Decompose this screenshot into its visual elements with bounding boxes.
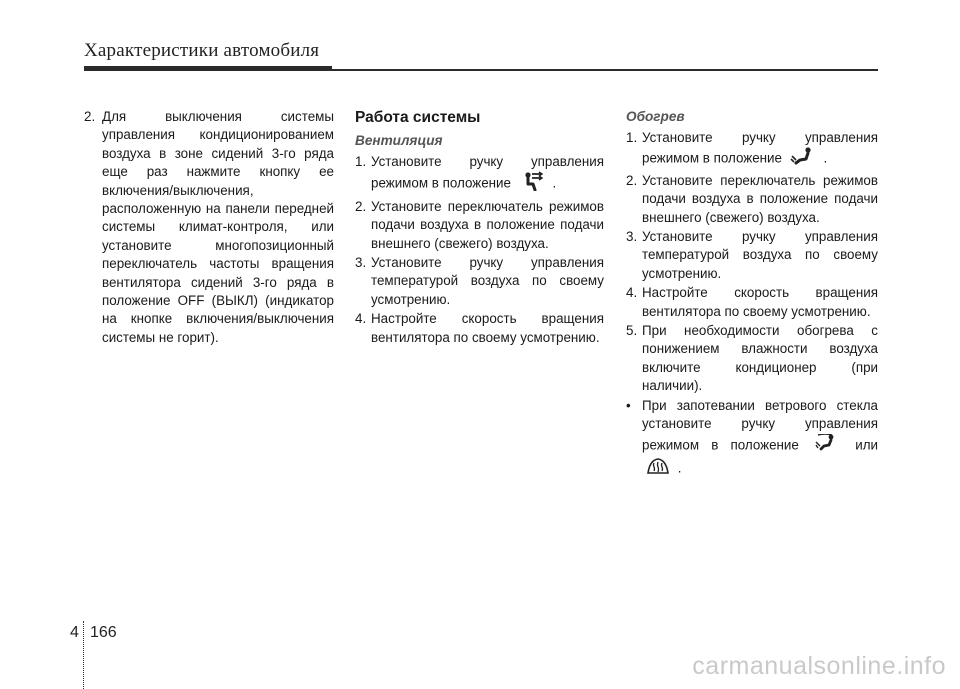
list-item-text: При необходимости обогрева с понижением влажности воздуха включите кондиционер (при наличии).: [642, 323, 878, 394]
subsection-title-heating: Обогрев: [626, 109, 685, 124]
list-item: [626, 172, 878, 227]
bullet-mark: •: [626, 397, 631, 413]
list-item: [355, 254, 604, 309]
page-header-title: Характеристики автомобиля: [84, 40, 320, 61]
defrost-icon: [646, 457, 670, 480]
subsection-title-ventilation: Вентиляция: [355, 133, 443, 148]
list-item-number: 4.: [626, 285, 638, 301]
column-middle: [355, 108, 604, 348]
bullet-item: [626, 397, 878, 481]
bullet-text: При запотевании ветрового стекла установите ручку управления режимом в положение: [642, 397, 878, 452]
list-item-number: 2.: [84, 109, 96, 124]
list-item-text: Установите переключатель режимов подачи воздуха в положение подачи внешнего (свежего) воздуха.: [642, 172, 878, 225]
list-item-text-end: .: [552, 175, 557, 191]
list-item-text: Установите ручку управления режимом в положение: [371, 154, 604, 191]
bullet-text-or: или: [855, 436, 878, 452]
floor-defrost-icon: [815, 434, 839, 457]
column-left: [82, 108, 334, 348]
list-item-number: 1.: [626, 130, 638, 145]
chapter-number: 4: [70, 624, 79, 641]
list-item-text: Настройте скорость вращения вентилятора по своему усмотрению.: [371, 311, 604, 345]
list-item: [626, 228, 878, 283]
list-item-text: Установите ручку управления температурой воздуха по своему усмотрению.: [371, 255, 604, 307]
floor-vent-icon: [790, 147, 816, 170]
list-item-text-end: .: [823, 150, 828, 166]
list-item-number: 1.: [355, 154, 367, 169]
list-item-number: 5.: [626, 323, 638, 339]
list-item: [355, 153, 604, 197]
watermark-text: carmanualsonline.info: [692, 652, 946, 680]
list-item-text: Установите переключатель режимов подачи воздуха в положение подачи внешнего (свежего) воздуха.: [371, 198, 604, 251]
list-item-number: 3.: [355, 255, 367, 271]
page-number: 166: [90, 624, 117, 641]
list-item-number: 2.: [626, 172, 638, 188]
list-item: [626, 322, 878, 396]
header-rule-thick: [84, 66, 332, 71]
list-item: [626, 284, 878, 321]
list-item-number: 3.: [626, 229, 638, 245]
footer-divider: [83, 621, 84, 689]
list-item: [355, 198, 604, 253]
list-item-number: 2.: [355, 198, 367, 214]
face-vent-icon: [519, 171, 545, 196]
header-rule-thin: [332, 69, 878, 71]
list-item-text: Настройте скорость вращения вентилятора по своему усмотрению.: [642, 285, 878, 319]
section-title: Работа системы: [355, 109, 481, 126]
list-item: [82, 108, 334, 347]
list-item: [626, 129, 878, 171]
column-right: [626, 108, 878, 481]
bullet-text-end: .: [677, 460, 682, 476]
list-item: [355, 310, 604, 347]
list-item-text: Установите ручку управления температурой воздуха по своему усмотрению.: [642, 229, 878, 281]
list-item-text: Для выключения системы управления кондиционированием воздуха в зоне сидений 3-го ряда еще раз нажмите кнопку ее включения/выключения, расположенную на панели передней системы климат-контроля, или установите многопозиционный переключатель частоты вращения вентилятора сидений 3-го ряда в положение OFF (ВЫКЛ) (индикатор на кнопке включения/выключения системы не горит).: [102, 109, 334, 345]
list-item-number: 4.: [355, 311, 367, 327]
list-item-text: Установите ручку управления режимом в положение: [642, 130, 878, 166]
